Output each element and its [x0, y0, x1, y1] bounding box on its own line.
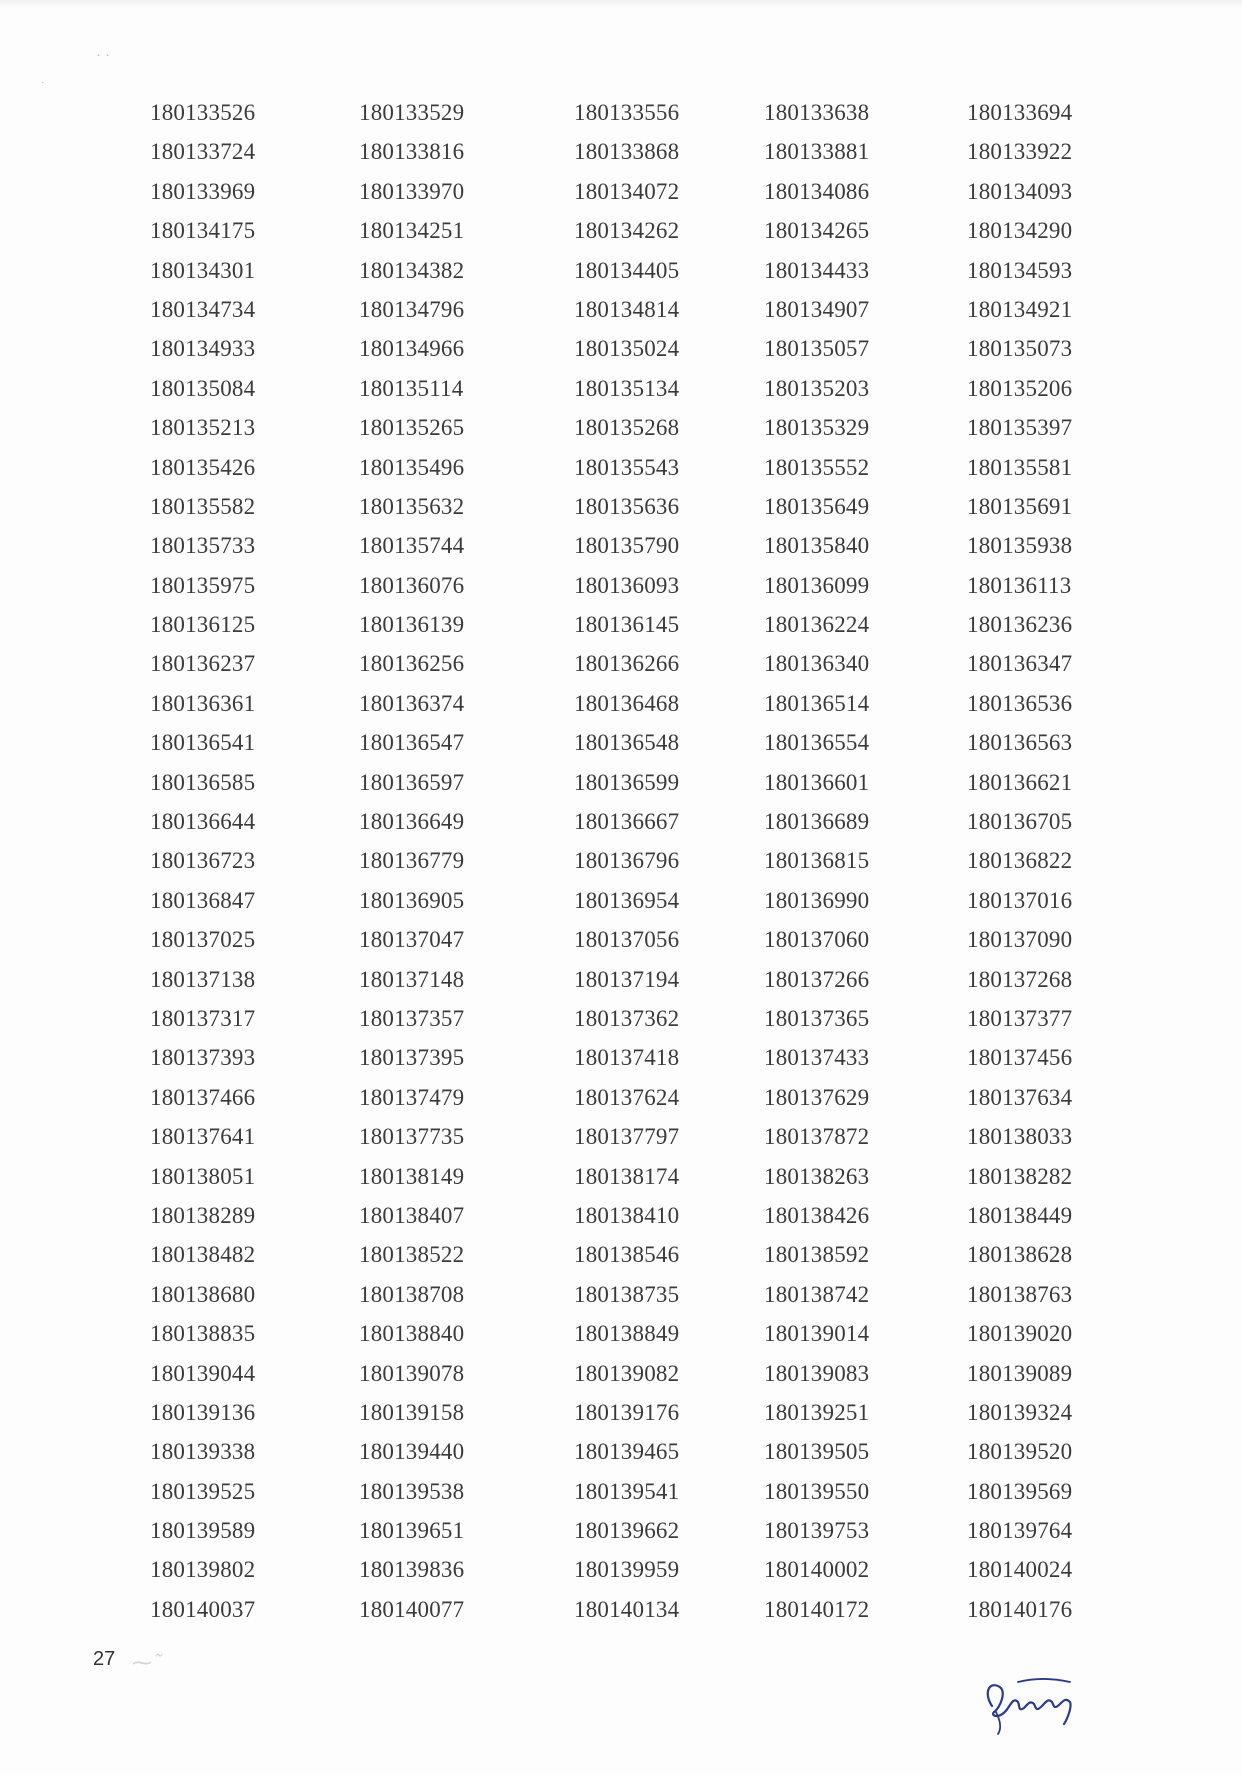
roll-number-cell: 180137357 [359, 1005, 465, 1031]
roll-number-cell: 180138449 [967, 1202, 1073, 1228]
roll-number-cell: 180135938 [967, 533, 1073, 559]
roll-number-cell: 180136723 [150, 848, 256, 874]
roll-number-cell: 180139044 [150, 1360, 256, 1386]
roll-number-cell: 180135649 [764, 493, 870, 519]
roll-number-cell: 180140134 [574, 1596, 680, 1622]
table-row [0, 454, 1242, 493]
roll-number-cell: 180135203 [764, 375, 870, 401]
roll-number-cell: 180136093 [574, 572, 680, 598]
roll-number-cell: 180134593 [967, 257, 1073, 283]
roll-number-cell: 180137060 [764, 927, 870, 953]
table-row [0, 1281, 1242, 1320]
table-row [0, 1241, 1242, 1280]
signature-image [978, 1668, 1088, 1738]
roll-number-cell: 180135581 [967, 454, 1073, 480]
roll-number-cell: 180134093 [967, 178, 1073, 204]
roll-number-cell: 180136256 [359, 651, 465, 677]
roll-number-cell: 180134262 [574, 218, 680, 244]
table-row [0, 1320, 1242, 1359]
roll-number-cell: 180140037 [150, 1596, 256, 1622]
roll-number-cell: 180137797 [574, 1124, 680, 1150]
roll-number-cell: 180136705 [967, 809, 1073, 835]
roll-number-cell: 180138522 [359, 1242, 465, 1268]
roll-number-cell: 180136145 [574, 612, 680, 638]
roll-number-cell: 180135636 [574, 493, 680, 519]
roll-number-cell: 180133881 [764, 139, 870, 165]
roll-number-cell: 180137148 [359, 966, 465, 992]
roll-number-cell: 180134921 [967, 296, 1073, 322]
roll-number-cell: 180140002 [764, 1557, 870, 1583]
roll-number-cell: 180136547 [359, 730, 465, 756]
roll-number-cell: 180138849 [574, 1321, 680, 1347]
roll-number-cell: 180136340 [764, 651, 870, 677]
roll-number-cell: 180135206 [967, 375, 1073, 401]
roll-number-cell: 180137466 [150, 1084, 256, 1110]
table-row [0, 493, 1242, 532]
roll-number-cell: 180139082 [574, 1360, 680, 1386]
roll-number-cell: 180139338 [150, 1439, 256, 1465]
roll-number-cell: 180135975 [150, 572, 256, 598]
roll-number-cell: 180139550 [764, 1478, 870, 1504]
roll-number-cell: 180139589 [150, 1518, 256, 1544]
roll-number-cell: 180136599 [574, 769, 680, 795]
roll-number-cell: 180136361 [150, 690, 256, 716]
roll-number-cell: 180139440 [359, 1439, 465, 1465]
roll-number-cell: 180138407 [359, 1202, 465, 1228]
table-row [0, 1123, 1242, 1162]
scan-top-edge [0, 0, 1242, 8]
roll-number-cell: 180134814 [574, 296, 680, 322]
roll-number-cell: 180134907 [764, 296, 870, 322]
roll-number-cell: 180137016 [967, 887, 1073, 913]
roll-number-cell: 180138482 [150, 1242, 256, 1268]
roll-number-cell: 180136139 [359, 612, 465, 638]
roll-number-cell: 180136347 [967, 651, 1073, 677]
roll-number-cell: 180136621 [967, 769, 1073, 795]
roll-number-cell: 180136514 [764, 690, 870, 716]
roll-number-cell: 180138835 [150, 1321, 256, 1347]
roll-number-cell: 180135691 [967, 493, 1073, 519]
roll-number-cell: 180139569 [967, 1478, 1073, 1504]
table-row [0, 296, 1242, 335]
table-row [0, 414, 1242, 453]
roll-number-cell: 180139836 [359, 1557, 465, 1583]
roll-number-cell: 180137362 [574, 1005, 680, 1031]
roll-number-cell: 180139802 [150, 1557, 256, 1583]
table-row [0, 1438, 1242, 1477]
table-row [0, 729, 1242, 768]
roll-number-cell: 180139176 [574, 1399, 680, 1425]
table-row [0, 1202, 1242, 1241]
roll-number-cell: 180138051 [150, 1163, 256, 1189]
table-row [0, 1084, 1242, 1123]
roll-number-cell: 180138174 [574, 1163, 680, 1189]
table-row [0, 335, 1242, 374]
roll-number-cell: 180135134 [574, 375, 680, 401]
roll-number-cell: 180136585 [150, 769, 256, 795]
roll-number-cell: 180139089 [967, 1360, 1073, 1386]
roll-number-cell: 180137393 [150, 1045, 256, 1071]
roll-number-cell: 180138763 [967, 1281, 1073, 1307]
page-number: 27 [93, 1648, 116, 1670]
roll-number-cell: 180139541 [574, 1478, 680, 1504]
roll-number-cell: 180136468 [574, 690, 680, 716]
roll-number-cell: 180137047 [359, 927, 465, 953]
roll-number-cell: 180140024 [967, 1557, 1073, 1583]
roll-number-cell: 180138289 [150, 1202, 256, 1228]
roll-number-table [0, 99, 1242, 1635]
table-row [0, 138, 1242, 177]
roll-number-cell: 180136601 [764, 769, 870, 795]
table-row [0, 99, 1242, 138]
roll-number-cell: 180136125 [150, 612, 256, 638]
roll-number-cell: 180135543 [574, 454, 680, 480]
roll-number-cell: 180135265 [359, 415, 465, 441]
roll-number-cell: 180139251 [764, 1399, 870, 1425]
roll-number-cell: 180136563 [967, 730, 1073, 756]
roll-number-cell: 180136644 [150, 809, 256, 835]
roll-number-cell: 180136541 [150, 730, 256, 756]
roll-number-cell: 180135840 [764, 533, 870, 559]
roll-number-cell: 180133556 [574, 100, 680, 125]
table-row [0, 532, 1242, 571]
roll-number-cell: 180140172 [764, 1596, 870, 1622]
roll-number-cell: 180136597 [359, 769, 465, 795]
table-row [0, 926, 1242, 965]
roll-number-cell: 180133526 [150, 100, 256, 125]
roll-number-cell: 180133638 [764, 100, 870, 125]
roll-number-cell: 180139520 [967, 1439, 1073, 1465]
roll-number-cell: 180136237 [150, 651, 256, 677]
table-row [0, 375, 1242, 414]
roll-number-cell: 180138680 [150, 1281, 256, 1307]
roll-number-cell: 180136374 [359, 690, 465, 716]
roll-number-cell: 180136266 [574, 651, 680, 677]
roll-number-cell: 180135268 [574, 415, 680, 441]
roll-number-cell: 180137377 [967, 1005, 1073, 1031]
table-row [0, 1517, 1242, 1556]
roll-number-cell: 180137634 [967, 1084, 1073, 1110]
roll-number-cell: 180136113 [967, 572, 1072, 598]
roll-number-cell: 180139662 [574, 1518, 680, 1544]
roll-number-cell: 180134265 [764, 218, 870, 244]
roll-number-cell: 180135744 [359, 533, 465, 559]
roll-number-cell: 180138546 [574, 1242, 680, 1268]
roll-number-cell: 180134175 [150, 218, 256, 244]
roll-number-cell: 180135024 [574, 336, 680, 362]
roll-number-cell: 180139136 [150, 1399, 256, 1425]
table-row [0, 611, 1242, 650]
roll-number-cell: 180133816 [359, 139, 465, 165]
roll-number-cell: 180138742 [764, 1281, 870, 1307]
roll-number-cell: 180137624 [574, 1084, 680, 1110]
roll-number-cell: 180136689 [764, 809, 870, 835]
roll-number-cell: 180135632 [359, 493, 465, 519]
roll-number-cell: 180136554 [764, 730, 870, 756]
roll-number-cell: 180139505 [764, 1439, 870, 1465]
roll-number-cell: 180134251 [359, 218, 465, 244]
table-row [0, 1163, 1242, 1202]
roll-number-cell: 180139651 [359, 1518, 465, 1544]
roll-number-cell: 180138592 [764, 1242, 870, 1268]
table-row [0, 1005, 1242, 1044]
roll-number-cell: 180134086 [764, 178, 870, 204]
roll-number-cell: 180138628 [967, 1242, 1073, 1268]
roll-number-cell: 180135733 [150, 533, 256, 559]
roll-number-cell: 180134072 [574, 178, 680, 204]
roll-number-cell: 180138735 [574, 1281, 680, 1307]
roll-number-cell: 180137194 [574, 966, 680, 992]
roll-number-cell: 180135073 [967, 336, 1073, 362]
roll-number-cell: 180134290 [967, 218, 1073, 244]
roll-number-cell: 180137395 [359, 1045, 465, 1071]
roll-number-cell: 180136847 [150, 887, 256, 913]
roll-number-cell: 180135582 [150, 493, 256, 519]
roll-number-cell: 180139525 [150, 1478, 256, 1504]
roll-number-cell: 180133970 [359, 178, 465, 204]
roll-number-cell: 180136076 [359, 572, 465, 598]
roll-number-cell: 180136236 [967, 612, 1073, 638]
table-row [0, 769, 1242, 808]
roll-number-cell: 180133694 [967, 100, 1073, 125]
table-row [0, 257, 1242, 296]
roll-number-cell: 180137479 [359, 1084, 465, 1110]
roll-number-cell: 180137056 [574, 927, 680, 953]
table-row [0, 966, 1242, 1005]
table-row [0, 1360, 1242, 1399]
roll-number-cell: 180139465 [574, 1439, 680, 1465]
roll-number-cell: 180138263 [764, 1163, 870, 1189]
roll-number-cell: 180139020 [967, 1321, 1073, 1347]
roll-number-cell: 180135552 [764, 454, 870, 480]
roll-number-cell: 180137268 [967, 966, 1073, 992]
roll-number-cell: 180138708 [359, 1281, 465, 1307]
roll-number-cell: 180138282 [967, 1163, 1073, 1189]
roll-number-cell: 180140176 [967, 1596, 1073, 1622]
roll-number-cell: 180137872 [764, 1124, 870, 1150]
roll-number-cell: 180133724 [150, 139, 256, 165]
roll-number-cell: 180134301 [150, 257, 256, 283]
roll-number-cell: 180137266 [764, 966, 870, 992]
roll-number-cell: 180137456 [967, 1045, 1073, 1071]
roll-number-cell: 180137138 [150, 966, 256, 992]
table-row [0, 1399, 1242, 1438]
roll-number-cell: 180138410 [574, 1202, 680, 1228]
roll-number-cell: 180137025 [150, 927, 256, 953]
roll-number-cell: 180134382 [359, 257, 465, 283]
table-row [0, 887, 1242, 926]
table-row [0, 1556, 1242, 1595]
roll-number-cell: 180136796 [574, 848, 680, 874]
roll-number-cell: 180138033 [967, 1124, 1073, 1150]
roll-number-cell: 180137418 [574, 1045, 680, 1071]
roll-number-cell: 180139753 [764, 1518, 870, 1544]
roll-number-cell: 180135397 [967, 415, 1073, 441]
roll-number-cell: 180139959 [574, 1557, 680, 1583]
roll-number-cell: 180138149 [359, 1163, 465, 1189]
roll-number-cell: 180137365 [764, 1005, 870, 1031]
table-row [0, 847, 1242, 886]
table-row [0, 572, 1242, 611]
roll-number-cell: 180138840 [359, 1321, 465, 1347]
roll-number-cell: 180135790 [574, 533, 680, 559]
scan-speck: ˙ [40, 80, 46, 93]
roll-number-cell: 180135114 [359, 375, 464, 401]
roll-number-cell: 180139158 [359, 1399, 465, 1425]
faint-stamp-mark: ⁓˜ [132, 1650, 162, 1674]
roll-number-cell: 180135084 [150, 375, 256, 401]
roll-number-cell: 180136099 [764, 572, 870, 598]
roll-number-cell: 180137629 [764, 1084, 870, 1110]
roll-number-cell: 180136954 [574, 887, 680, 913]
roll-number-cell: 180135213 [150, 415, 256, 441]
table-row [0, 1596, 1242, 1635]
roll-number-cell: 180136536 [967, 690, 1073, 716]
roll-number-cell: 180134796 [359, 296, 465, 322]
roll-number-cell: 180133922 [967, 139, 1073, 165]
table-row [0, 217, 1242, 256]
table-row [0, 650, 1242, 689]
roll-number-cell: 180137735 [359, 1124, 465, 1150]
roll-number-cell: 180133529 [359, 100, 465, 125]
roll-number-cell: 180136224 [764, 612, 870, 638]
roll-number-cell: 180140077 [359, 1596, 465, 1622]
roll-number-cell: 180135496 [359, 454, 465, 480]
roll-number-cell: 180139014 [764, 1321, 870, 1347]
roll-number-cell: 180138426 [764, 1202, 870, 1228]
roll-number-cell: 180136822 [967, 848, 1073, 874]
roll-number-cell: 180139078 [359, 1360, 465, 1386]
roll-number-cell: 180136905 [359, 887, 465, 913]
roll-number-cell: 180134734 [150, 296, 256, 322]
scan-speck: ˛ ˛ [96, 44, 111, 57]
roll-number-cell: 180136990 [764, 887, 870, 913]
table-row [0, 808, 1242, 847]
roll-number-cell: 180139083 [764, 1360, 870, 1386]
table-row [0, 690, 1242, 729]
roll-number-cell: 180136779 [359, 848, 465, 874]
table-row [0, 1044, 1242, 1083]
roll-number-cell: 180135057 [764, 336, 870, 362]
roll-number-cell: 180136815 [764, 848, 870, 874]
table-row [0, 1478, 1242, 1517]
roll-number-cell: 180139538 [359, 1478, 465, 1504]
roll-number-cell: 180135426 [150, 454, 256, 480]
roll-number-cell: 180139324 [967, 1399, 1073, 1425]
roll-number-cell: 180133969 [150, 178, 256, 204]
roll-number-cell: 180134433 [764, 257, 870, 283]
roll-number-cell: 180134933 [150, 336, 256, 362]
roll-number-cell: 180137641 [150, 1124, 256, 1150]
roll-number-cell: 180135329 [764, 415, 870, 441]
roll-number-cell: 180136649 [359, 809, 465, 835]
table-row [0, 178, 1242, 217]
roll-number-cell: 180133868 [574, 139, 680, 165]
roll-number-cell: 180137090 [967, 927, 1073, 953]
roll-number-cell: 180136548 [574, 730, 680, 756]
roll-number-cell: 180139764 [967, 1518, 1073, 1544]
roll-number-cell: 180134966 [359, 336, 465, 362]
roll-number-cell: 180137433 [764, 1045, 870, 1071]
roll-number-cell: 180136667 [574, 809, 680, 835]
roll-number-cell: 180137317 [150, 1005, 256, 1031]
roll-number-cell: 180134405 [574, 257, 680, 283]
